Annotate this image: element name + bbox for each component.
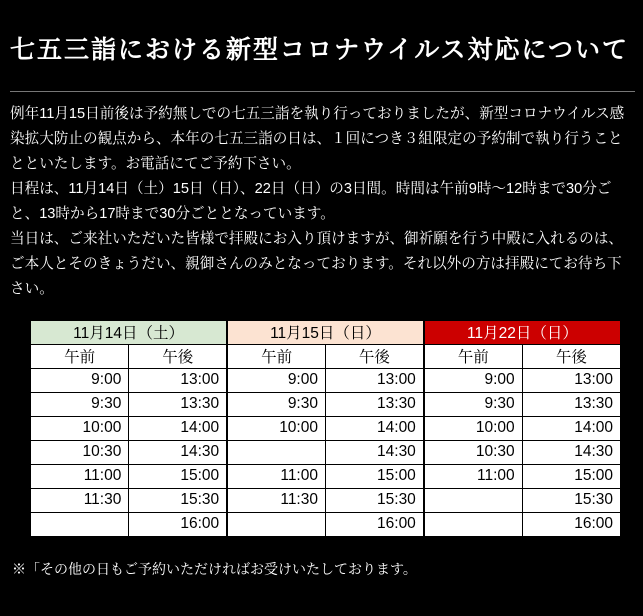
slot-cell: 16:00 bbox=[522, 512, 620, 536]
schedule-table-wrapper bbox=[8, 320, 635, 537]
page-title: 七五三詣における新型コロナウイルス対応について bbox=[10, 35, 630, 64]
table-row bbox=[31, 440, 621, 464]
slot-cell: 13:00 bbox=[522, 368, 620, 392]
slot-cell: 15:00 bbox=[129, 464, 227, 488]
slot-cell: 14:00 bbox=[129, 416, 227, 440]
ampm-header-2: 午後 bbox=[129, 344, 227, 368]
slot-cell: 13:30 bbox=[325, 392, 423, 416]
slot-cell: 14:30 bbox=[325, 440, 423, 464]
slot-cell: 15:00 bbox=[522, 464, 620, 488]
slot-cell: 13:00 bbox=[129, 368, 227, 392]
slot-cell: 10:00 bbox=[227, 416, 325, 440]
paragraph-2: 日程は、11月14日（土）15日（日）、22日（日）の3日間。時間は午前9時〜12時まで30分ごと、13時から17時まで30分ごととなっています。 bbox=[10, 180, 612, 222]
slot-cell: 11:00 bbox=[424, 464, 522, 488]
slot-cell: 11:00 bbox=[227, 464, 325, 488]
schedule-table bbox=[30, 320, 621, 537]
slot-cell: 14:00 bbox=[325, 416, 423, 440]
table-row bbox=[31, 464, 621, 488]
slot-cell: 14:30 bbox=[522, 440, 620, 464]
slot-cell bbox=[227, 440, 325, 464]
title-divider bbox=[10, 91, 635, 92]
slot-cell: 14:30 bbox=[129, 440, 227, 464]
slot-cell: 16:00 bbox=[129, 512, 227, 536]
slot-cell bbox=[424, 512, 522, 536]
slot-cell: 15:00 bbox=[325, 464, 423, 488]
slot-cell: 10:30 bbox=[424, 440, 522, 464]
ampm-header-3: 午前 bbox=[227, 344, 325, 368]
paragraph-1: 例年11月15日前後は予約無しでの七五三詣を執り行っておりましたが、新型コロナウイルス感染拡大防止の観点から、本年の七五三詣の日は、１回につき３組限定の予約制で執り行うこととといたします。お電話にてご予約下さい。 bbox=[10, 105, 625, 172]
slot-cell: 13:30 bbox=[129, 392, 227, 416]
schedule-table-head bbox=[31, 320, 621, 368]
slot-cell: 11:00 bbox=[31, 464, 129, 488]
slot-cell: 9:30 bbox=[227, 392, 325, 416]
slot-cell bbox=[424, 488, 522, 512]
paragraph-3: 当日は、ご来社いただいた皆様で拝殿にお入り頂けますが、御祈願を行う中殿に入れるのは、ご本人とそのきょうだい、親御さんのみとなっております。それ以外の方は拝殿にてお待ち下さい。 bbox=[10, 230, 623, 297]
slot-cell: 15:30 bbox=[522, 488, 620, 512]
slot-cell: 16:00 bbox=[325, 512, 423, 536]
slot-cell: 10:00 bbox=[31, 416, 129, 440]
ampm-header-5: 午前 bbox=[424, 344, 522, 368]
slot-cell bbox=[227, 512, 325, 536]
table-row bbox=[31, 416, 621, 440]
slot-cell: 9:30 bbox=[31, 392, 129, 416]
slot-cell: 13:00 bbox=[325, 368, 423, 392]
day-header-3: 11月22日（日） bbox=[424, 320, 621, 344]
table-row bbox=[31, 488, 621, 512]
table-row bbox=[31, 392, 621, 416]
schedule-table-body bbox=[31, 368, 621, 536]
slot-cell: 11:30 bbox=[31, 488, 129, 512]
table-row bbox=[31, 512, 621, 536]
ampm-header-6: 午後 bbox=[522, 344, 620, 368]
slot-cell: 9:00 bbox=[424, 368, 522, 392]
slot-cell: 15:30 bbox=[129, 488, 227, 512]
page-root bbox=[0, 17, 643, 616]
slot-cell: 11:30 bbox=[227, 488, 325, 512]
slot-cell: 9:00 bbox=[31, 368, 129, 392]
slot-cell bbox=[31, 512, 129, 536]
ampm-header-4: 午後 bbox=[325, 344, 423, 368]
ampm-header-row bbox=[31, 344, 621, 368]
slot-cell: 14:00 bbox=[522, 416, 620, 440]
slot-cell: 9:30 bbox=[424, 392, 522, 416]
day-header-2: 11月15日（日） bbox=[227, 320, 424, 344]
slot-cell: 13:30 bbox=[522, 392, 620, 416]
day-header-row bbox=[31, 320, 621, 344]
footnote: ※「その他の日もご予約いただければお受けいたしております。 bbox=[12, 560, 417, 577]
ampm-header-1: 午前 bbox=[31, 344, 129, 368]
slot-cell: 15:30 bbox=[325, 488, 423, 512]
slot-cell: 10:00 bbox=[424, 416, 522, 440]
slot-cell: 10:30 bbox=[31, 440, 129, 464]
slot-cell: 9:00 bbox=[227, 368, 325, 392]
day-header-1: 11月14日（土） bbox=[31, 320, 228, 344]
body-text bbox=[8, 102, 635, 302]
table-row bbox=[31, 368, 621, 392]
